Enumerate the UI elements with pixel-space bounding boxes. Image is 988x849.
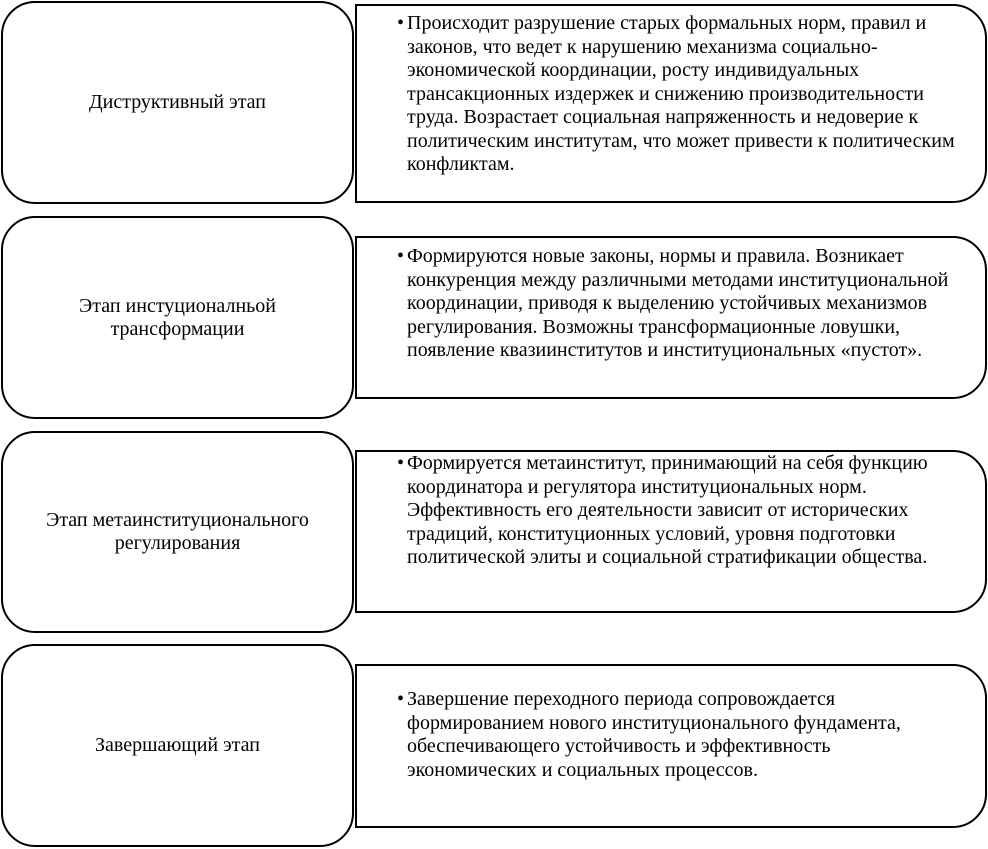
stage-description-box-transformation <box>355 236 987 399</box>
stage-description-box-destructive <box>355 4 987 203</box>
stage-title: Этап метаинституционального регулирования <box>46 509 309 554</box>
bullet-icon: • <box>397 245 405 267</box>
stage-box-destructive <box>1 1 354 204</box>
stage-box-transformation <box>1 216 354 419</box>
stage-description: Происходит разрушение старых формальных норм, правил и законов, что ведет к нарушению механизма социально-экономической координации, росту индивидуальных трансакционных издержек и снижению производительности труда. Возрастает социальная напряженность и недоверие к политическим институтам, что может привести к политическим конфликтам. <box>407 12 955 175</box>
bullet-icon: • <box>397 452 405 474</box>
stage-box-metainstitutional <box>1 431 354 633</box>
stage-description: Формируются новые законы, нормы и правила. Возникает конкуренция между различными методами институциональной координации, приводя к выделению устойчивых механизмов регулирования. Возможны трансформационные ловушки, появление квазиинститутов и институциональных «пустот». <box>407 245 949 361</box>
stage-description-box-final <box>355 664 987 828</box>
bullet-icon: • <box>397 12 405 34</box>
bullet-icon: • <box>397 688 405 710</box>
stage-title: Этап инстуционалньой трансформации <box>79 294 276 340</box>
stage-title: Завершающий этап <box>94 734 260 756</box>
stage-title: Диструктивный этап <box>88 91 266 113</box>
stage-description: Формируется метаинститут, принимающий на себя функцию координатора и регулятора институциональных норм. Эффективность его деятельности зависит от исторических традиций, конституционных условий, уровня подготовки политической элиты и социальной стратификации общества. <box>407 452 928 568</box>
stage-box-final <box>1 644 354 847</box>
stage-description-box-metainstitutional <box>355 450 987 613</box>
stage-description: Завершение переходного периода сопровождается формированием нового институционального фундамента, обеспечивающего устойчивость и эффективность экономических и социальных процессов. <box>407 688 901 781</box>
